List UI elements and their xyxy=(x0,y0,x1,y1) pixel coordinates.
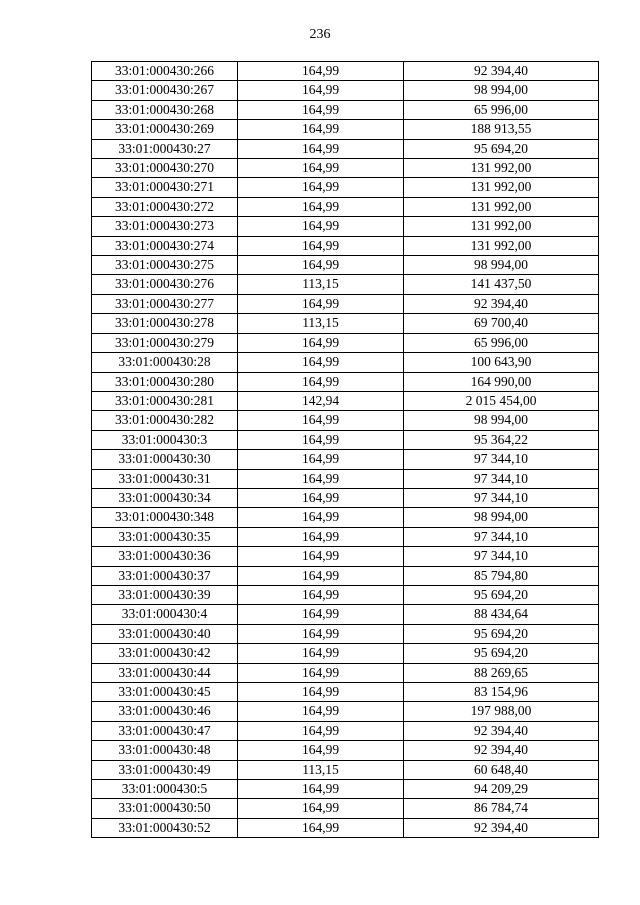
cadastral-number-cell: 33:01:000430:276 xyxy=(92,275,238,294)
cadastral-number-cell: 33:01:000430:28 xyxy=(92,353,238,372)
cadastral-number-cell: 33:01:000430:48 xyxy=(92,741,238,760)
table-row xyxy=(92,547,599,566)
cadastral-number-cell: 33:01:000430:34 xyxy=(92,488,238,507)
cadastral-value-cell: 100 643,90 xyxy=(404,353,599,372)
cadastral-number-cell: 33:01:000430:39 xyxy=(92,585,238,604)
cadastral-value-cell: 97 344,10 xyxy=(404,450,599,469)
table-row xyxy=(92,780,599,799)
rate-cell: 164,99 xyxy=(238,799,404,818)
cadastral-value-cell: 197 988,00 xyxy=(404,702,599,721)
rate-cell: 164,99 xyxy=(238,178,404,197)
rate-cell: 164,99 xyxy=(238,721,404,740)
cadastral-number-cell: 33:01:000430:271 xyxy=(92,178,238,197)
cadastral-value-cell: 95 694,20 xyxy=(404,644,599,663)
cadastral-value-cell: 131 992,00 xyxy=(404,217,599,236)
cadastral-value-cell: 60 648,40 xyxy=(404,760,599,779)
cadastral-number-cell: 33:01:000430:282 xyxy=(92,411,238,430)
cadastral-number-cell: 33:01:000430:45 xyxy=(92,683,238,702)
rate-cell: 164,99 xyxy=(238,780,404,799)
cadastral-value-cell: 2 015 454,00 xyxy=(404,391,599,410)
cadastral-value-cell: 97 344,10 xyxy=(404,547,599,566)
cadastral-value-cell: 131 992,00 xyxy=(404,197,599,216)
cadastral-number-cell: 33:01:000430:274 xyxy=(92,236,238,255)
cadastral-number-cell: 33:01:000430:277 xyxy=(92,294,238,313)
table-row xyxy=(92,799,599,818)
cadastral-value-cell: 88 434,64 xyxy=(404,605,599,624)
cadastral-value-table xyxy=(91,61,599,838)
cadastral-number-cell: 33:01:000430:30 xyxy=(92,450,238,469)
table-row xyxy=(92,314,599,333)
table-row xyxy=(92,333,599,352)
table-row xyxy=(92,372,599,391)
cadastral-value-cell: 95 364,22 xyxy=(404,430,599,449)
cadastral-number-cell: 33:01:000430:270 xyxy=(92,159,238,178)
cadastral-value-cell: 92 394,40 xyxy=(404,818,599,837)
rate-cell: 164,99 xyxy=(238,81,404,100)
cadastral-number-cell: 33:01:000430:40 xyxy=(92,624,238,643)
rate-cell: 164,99 xyxy=(238,62,404,81)
cadastral-number-cell: 33:01:000430:37 xyxy=(92,566,238,585)
cadastral-value-cell: 92 394,40 xyxy=(404,741,599,760)
cadastral-value-cell: 164 990,00 xyxy=(404,372,599,391)
table-row xyxy=(92,721,599,740)
cadastral-number-cell: 33:01:000430:31 xyxy=(92,469,238,488)
cadastral-number-cell: 33:01:000430:267 xyxy=(92,81,238,100)
cadastral-value-cell: 92 394,40 xyxy=(404,62,599,81)
rate-cell: 164,99 xyxy=(238,702,404,721)
cadastral-value-cell: 98 994,00 xyxy=(404,411,599,430)
rate-cell: 113,15 xyxy=(238,275,404,294)
table-row xyxy=(92,353,599,372)
table-row xyxy=(92,818,599,837)
table-row xyxy=(92,139,599,158)
rate-cell: 113,15 xyxy=(238,760,404,779)
cadastral-number-cell: 33:01:000430:44 xyxy=(92,663,238,682)
cadastral-value-cell: 65 996,00 xyxy=(404,333,599,352)
table-row xyxy=(92,741,599,760)
cadastral-number-cell: 33:01:000430:281 xyxy=(92,391,238,410)
rate-cell: 164,99 xyxy=(238,469,404,488)
table-row xyxy=(92,430,599,449)
cadastral-value-cell: 69 700,40 xyxy=(404,314,599,333)
cadastral-value-cell: 86 784,74 xyxy=(404,799,599,818)
cadastral-value-cell: 131 992,00 xyxy=(404,178,599,197)
table-row xyxy=(92,197,599,216)
rate-cell: 164,99 xyxy=(238,605,404,624)
cadastral-number-cell: 33:01:000430:273 xyxy=(92,217,238,236)
cadastral-value-cell: 97 344,10 xyxy=(404,527,599,546)
cadastral-value-cell: 131 992,00 xyxy=(404,159,599,178)
table-row xyxy=(92,450,599,469)
table-row xyxy=(92,275,599,294)
cadastral-number-cell: 33:01:000430:4 xyxy=(92,605,238,624)
table-row xyxy=(92,294,599,313)
cadastral-number-cell: 33:01:000430:272 xyxy=(92,197,238,216)
table-row xyxy=(92,605,599,624)
cadastral-value-cell: 98 994,00 xyxy=(404,81,599,100)
cadastral-number-cell: 33:01:000430:50 xyxy=(92,799,238,818)
table-row xyxy=(92,81,599,100)
table-row xyxy=(92,644,599,663)
cadastral-value-cell: 131 992,00 xyxy=(404,236,599,255)
rate-cell: 164,99 xyxy=(238,139,404,158)
cadastral-number-cell: 33:01:000430:348 xyxy=(92,508,238,527)
table-row xyxy=(92,236,599,255)
rate-cell: 164,99 xyxy=(238,663,404,682)
cadastral-value-cell: 97 344,10 xyxy=(404,469,599,488)
table-row xyxy=(92,585,599,604)
page-number: 236 xyxy=(309,27,331,42)
table-row xyxy=(92,62,599,81)
rate-cell: 164,99 xyxy=(238,411,404,430)
cadastral-number-cell: 33:01:000430:46 xyxy=(92,702,238,721)
table-row xyxy=(92,566,599,585)
rate-cell: 164,99 xyxy=(238,488,404,507)
table-row xyxy=(92,624,599,643)
table-row xyxy=(92,469,599,488)
cadastral-number-cell: 33:01:000430:36 xyxy=(92,547,238,566)
table-row xyxy=(92,159,599,178)
cadastral-value-cell: 188 913,55 xyxy=(404,120,599,139)
rate-cell: 164,99 xyxy=(238,450,404,469)
cadastral-value-cell: 83 154,96 xyxy=(404,683,599,702)
table-row xyxy=(92,683,599,702)
cadastral-number-cell: 33:01:000430:280 xyxy=(92,372,238,391)
rate-cell: 164,99 xyxy=(238,372,404,391)
rate-cell: 164,99 xyxy=(238,353,404,372)
rate-cell: 164,99 xyxy=(238,683,404,702)
rate-cell: 164,99 xyxy=(238,197,404,216)
rate-cell: 164,99 xyxy=(238,527,404,546)
cadastral-value-cell: 92 394,40 xyxy=(404,294,599,313)
cadastral-value-cell: 92 394,40 xyxy=(404,721,599,740)
cadastral-value-cell: 95 694,20 xyxy=(404,585,599,604)
cadastral-number-cell: 33:01:000430:52 xyxy=(92,818,238,837)
cadastral-value-cell: 94 209,29 xyxy=(404,780,599,799)
cadastral-number-cell: 33:01:000430:278 xyxy=(92,314,238,333)
table-row xyxy=(92,760,599,779)
cadastral-value-cell: 97 344,10 xyxy=(404,488,599,507)
rate-cell: 142,94 xyxy=(238,391,404,410)
cadastral-value-cell: 88 269,65 xyxy=(404,663,599,682)
cadastral-number-cell: 33:01:000430:35 xyxy=(92,527,238,546)
cadastral-number-cell: 33:01:000430:47 xyxy=(92,721,238,740)
cadastral-number-cell: 33:01:000430:266 xyxy=(92,62,238,81)
cadastral-number-cell: 33:01:000430:49 xyxy=(92,760,238,779)
cadastral-value-cell: 98 994,00 xyxy=(404,256,599,275)
cadastral-value-cell: 141 437,50 xyxy=(404,275,599,294)
table-row xyxy=(92,256,599,275)
rate-cell: 164,99 xyxy=(238,120,404,139)
rate-cell: 164,99 xyxy=(238,547,404,566)
cadastral-number-cell: 33:01:000430:5 xyxy=(92,780,238,799)
cadastral-value-cell: 95 694,20 xyxy=(404,139,599,158)
rate-cell: 164,99 xyxy=(238,624,404,643)
cadastral-number-cell: 33:01:000430:27 xyxy=(92,139,238,158)
table-row xyxy=(92,391,599,410)
cadastral-number-cell: 33:01:000430:269 xyxy=(92,120,238,139)
table-row xyxy=(92,702,599,721)
rate-cell: 113,15 xyxy=(238,314,404,333)
rate-cell: 164,99 xyxy=(238,741,404,760)
cadastral-value-cell: 85 794,80 xyxy=(404,566,599,585)
cadastral-number-cell: 33:01:000430:268 xyxy=(92,100,238,119)
table-row xyxy=(92,411,599,430)
rate-cell: 164,99 xyxy=(238,217,404,236)
rate-cell: 164,99 xyxy=(238,100,404,119)
table-row xyxy=(92,178,599,197)
table-row xyxy=(92,217,599,236)
rate-cell: 164,99 xyxy=(238,236,404,255)
table-row xyxy=(92,508,599,527)
cadastral-value-cell: 95 694,20 xyxy=(404,624,599,643)
rate-cell: 164,99 xyxy=(238,585,404,604)
rate-cell: 164,99 xyxy=(238,430,404,449)
rate-cell: 164,99 xyxy=(238,294,404,313)
rate-cell: 164,99 xyxy=(238,818,404,837)
rate-cell: 164,99 xyxy=(238,566,404,585)
rate-cell: 164,99 xyxy=(238,333,404,352)
cadastral-value-cell: 65 996,00 xyxy=(404,100,599,119)
table-row xyxy=(92,663,599,682)
rate-cell: 164,99 xyxy=(238,644,404,663)
cadastral-number-cell: 33:01:000430:3 xyxy=(92,430,238,449)
cadastral-number-cell: 33:01:000430:42 xyxy=(92,644,238,663)
table-body xyxy=(92,62,599,838)
rate-cell: 164,99 xyxy=(238,159,404,178)
cadastral-value-cell: 98 994,00 xyxy=(404,508,599,527)
rate-cell: 164,99 xyxy=(238,508,404,527)
table-row xyxy=(92,100,599,119)
cadastral-number-cell: 33:01:000430:275 xyxy=(92,256,238,275)
table-row xyxy=(92,120,599,139)
table-row xyxy=(92,527,599,546)
cadastral-number-cell: 33:01:000430:279 xyxy=(92,333,238,352)
table-row xyxy=(92,488,599,507)
rate-cell: 164,99 xyxy=(238,256,404,275)
